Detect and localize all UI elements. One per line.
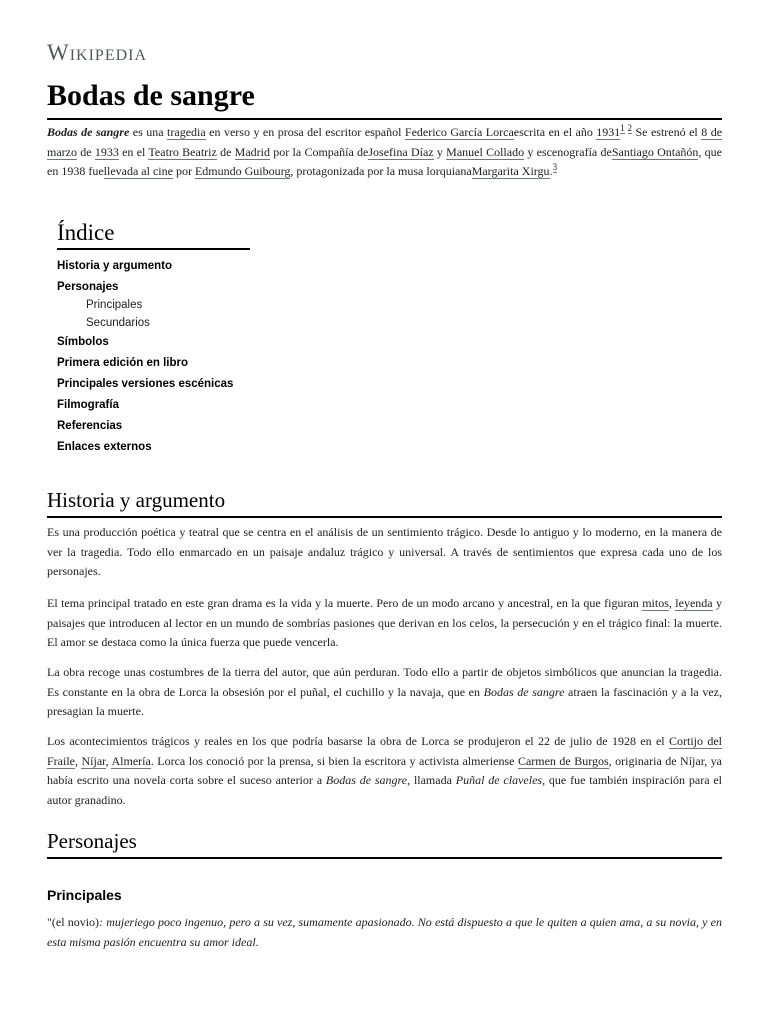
link-8-de-marzo[interactable]: 8 de marzo bbox=[47, 125, 723, 159]
toc-item-personajes[interactable]: Personajes bbox=[57, 281, 119, 293]
toc-item-enlaces-externos[interactable]: Enlaces externos bbox=[57, 441, 152, 453]
para-text: y paisajes que introducen al lector en un mundo de sombrías pasiones que derivan en los celos, la persecución y en el trágico final: la muerte. El amor se destaca como la única fuerza que puede vencerla. bbox=[47, 596, 723, 649]
lead-text: y escenografía de bbox=[524, 144, 612, 159]
personajes-paragraph-1 bbox=[47, 913, 722, 952]
para-text: Los acontecimientos trágicos y reales en los que podría basarse la obra de Lorca se produjeron el 22 de julio de 1928 en el bbox=[47, 734, 669, 748]
ref-3[interactable]: 3 bbox=[552, 162, 558, 172]
ref-1[interactable]: 1 bbox=[620, 123, 625, 133]
link-santiago-ontanon[interactable]: Santiago Ontañón bbox=[611, 144, 699, 159]
lead-text: es una bbox=[129, 125, 168, 139]
toc-item-filmografia[interactable]: Filmografía bbox=[57, 399, 119, 411]
link-madrid[interactable]: Madrid bbox=[234, 144, 270, 159]
lead-text: de bbox=[216, 144, 235, 159]
toc-item-versiones-escenicas[interactable]: Principales versiones escénicas bbox=[57, 378, 234, 390]
para-italic: Bodas de sangre bbox=[483, 684, 565, 699]
toc-item-simbolos[interactable]: Símbolos bbox=[57, 336, 109, 348]
lead-text: y bbox=[433, 144, 447, 159]
para-text: La obra recoge unas costumbres de la tierra del autor, que aún perduran. Todo ello a partir de objetos simbólicos que anuncian la tragedia. Es constante en la obra de Lorca la obsesión por el puñal, el cuchillo y la navaja, que en bbox=[47, 665, 722, 699]
link-manuel-collado[interactable]: Manuel Collado bbox=[446, 144, 525, 159]
subsection-heading-principales: Principales bbox=[47, 887, 122, 903]
link-leyenda[interactable]: leyenda bbox=[675, 596, 713, 610]
link-carmen-de-burgos[interactable]: Carmen de Burgos bbox=[517, 753, 609, 768]
link-tragedia[interactable]: tragedia bbox=[167, 125, 206, 139]
lead-text: por la Compañía de bbox=[270, 144, 369, 159]
link-margarita-xirgu[interactable]: Margarita Xirgu bbox=[471, 164, 550, 178]
link-mitos[interactable]: mitos bbox=[642, 596, 669, 610]
link-1933[interactable]: 1933 bbox=[94, 144, 119, 159]
historia-paragraph-2 bbox=[47, 594, 722, 653]
link-teatro-beatriz[interactable]: Teatro Beatriz bbox=[148, 144, 217, 159]
para-italic: Puñal de claveles, bbox=[455, 773, 546, 787]
lead-text: en verso y en prosa del escritor español bbox=[205, 125, 405, 139]
lead-text: , protagonizada por la musa lorquiana bbox=[290, 164, 472, 178]
toc-item-historia[interactable]: Historia y argumento bbox=[57, 260, 173, 272]
para-text: , bbox=[105, 753, 112, 768]
link-1931[interactable]: 1931 bbox=[596, 125, 621, 139]
para-text: atraen la fascinación y a la vez, presagian la muerte. bbox=[47, 684, 723, 718]
para-text: . bbox=[255, 934, 259, 949]
lead-text: de bbox=[76, 144, 95, 159]
para-italic: : mujeriego poco ingenuo, pero a su vez, sumamente apasionado. No está dispuesto a que le quiten a quien ama, a su novia, y en esta misma pasión encuentra su amor ideal bbox=[47, 915, 722, 949]
toc-item-referencias[interactable]: Referencias bbox=[57, 420, 123, 432]
link-edmundo-guibourg[interactable]: Edmundo Guibourg bbox=[194, 164, 291, 178]
para-text: , llamada bbox=[407, 773, 456, 787]
para-text: , bbox=[668, 596, 676, 610]
lead-paragraph bbox=[47, 123, 722, 182]
link-cortijo-del-fraile[interactable]: Cortijo del Fraile bbox=[47, 734, 722, 768]
para-text: que fue también inspiración para el autor granadino. bbox=[47, 773, 723, 807]
para-text: , bbox=[75, 753, 82, 768]
lead-text: . bbox=[549, 164, 553, 178]
section-heading-personajes: Personajes bbox=[47, 827, 722, 859]
link-llevada-al-cine[interactable]: llevada al cine bbox=[103, 164, 173, 178]
table-of-contents bbox=[57, 220, 267, 458]
link-josefina-diaz[interactable]: Josefina Díaz bbox=[368, 144, 434, 159]
link-nijar[interactable]: Níjar bbox=[81, 753, 106, 768]
link-almeria[interactable]: Almería bbox=[111, 753, 151, 768]
lead-bold-title: Bodas de sangre bbox=[47, 125, 130, 139]
para-text: , originaria de Níjar, ya había escrito una novela corta sobre el suceso anterior a bbox=[47, 753, 723, 787]
historia-paragraph-4 bbox=[47, 732, 722, 810]
ref-2[interactable]: 2 bbox=[627, 123, 633, 133]
para-text: El tema principal tratado en este gran drama es la vida y la muerte. Pero de un modo arcano y ancestral, en la que figuran bbox=[47, 596, 643, 610]
page-title: Bodas de sangre bbox=[47, 78, 722, 120]
lead-text: Se estrenó el bbox=[632, 125, 702, 139]
lead-text: escrita en el año bbox=[513, 125, 597, 139]
historia-paragraph-3 bbox=[47, 663, 722, 722]
link-federico-garcia-lorca[interactable]: Federico García Lorca bbox=[404, 125, 514, 139]
wikipedia-wordmark[interactable]: Wikipedia bbox=[47, 40, 148, 65]
lead-text: por bbox=[172, 164, 195, 178]
section-heading-historia: Historia y argumento bbox=[47, 486, 722, 518]
toc-title: Índice bbox=[57, 220, 250, 250]
para-italic: Bodas de sangre bbox=[325, 773, 408, 787]
toc-item-primera-edicion[interactable]: Primera edición en libro bbox=[57, 357, 189, 369]
toc-subitem-secundarios[interactable]: Secundarios bbox=[86, 317, 150, 329]
lead-text: en el bbox=[118, 144, 149, 159]
toc-subitem-principales[interactable]: Principales bbox=[86, 299, 143, 311]
para-text: . Lorca los conoció por la prensa, si bien la escritora y activista almeriense bbox=[150, 753, 518, 768]
lead-text: , que en 1938 fue bbox=[47, 144, 723, 178]
historia-paragraph-1: Es una producción poética y teatral que se centra en el análisis de un sentimiento trágico. Desde lo antiguo y lo moderno, en la manera de ver la tragedia. Todo ello enmarcado en un paisaje andaluz trágico y universal. A través de sentimientos que expresa cada uno de los personajes. bbox=[47, 525, 722, 578]
para-text: "(el novio) bbox=[47, 915, 100, 929]
